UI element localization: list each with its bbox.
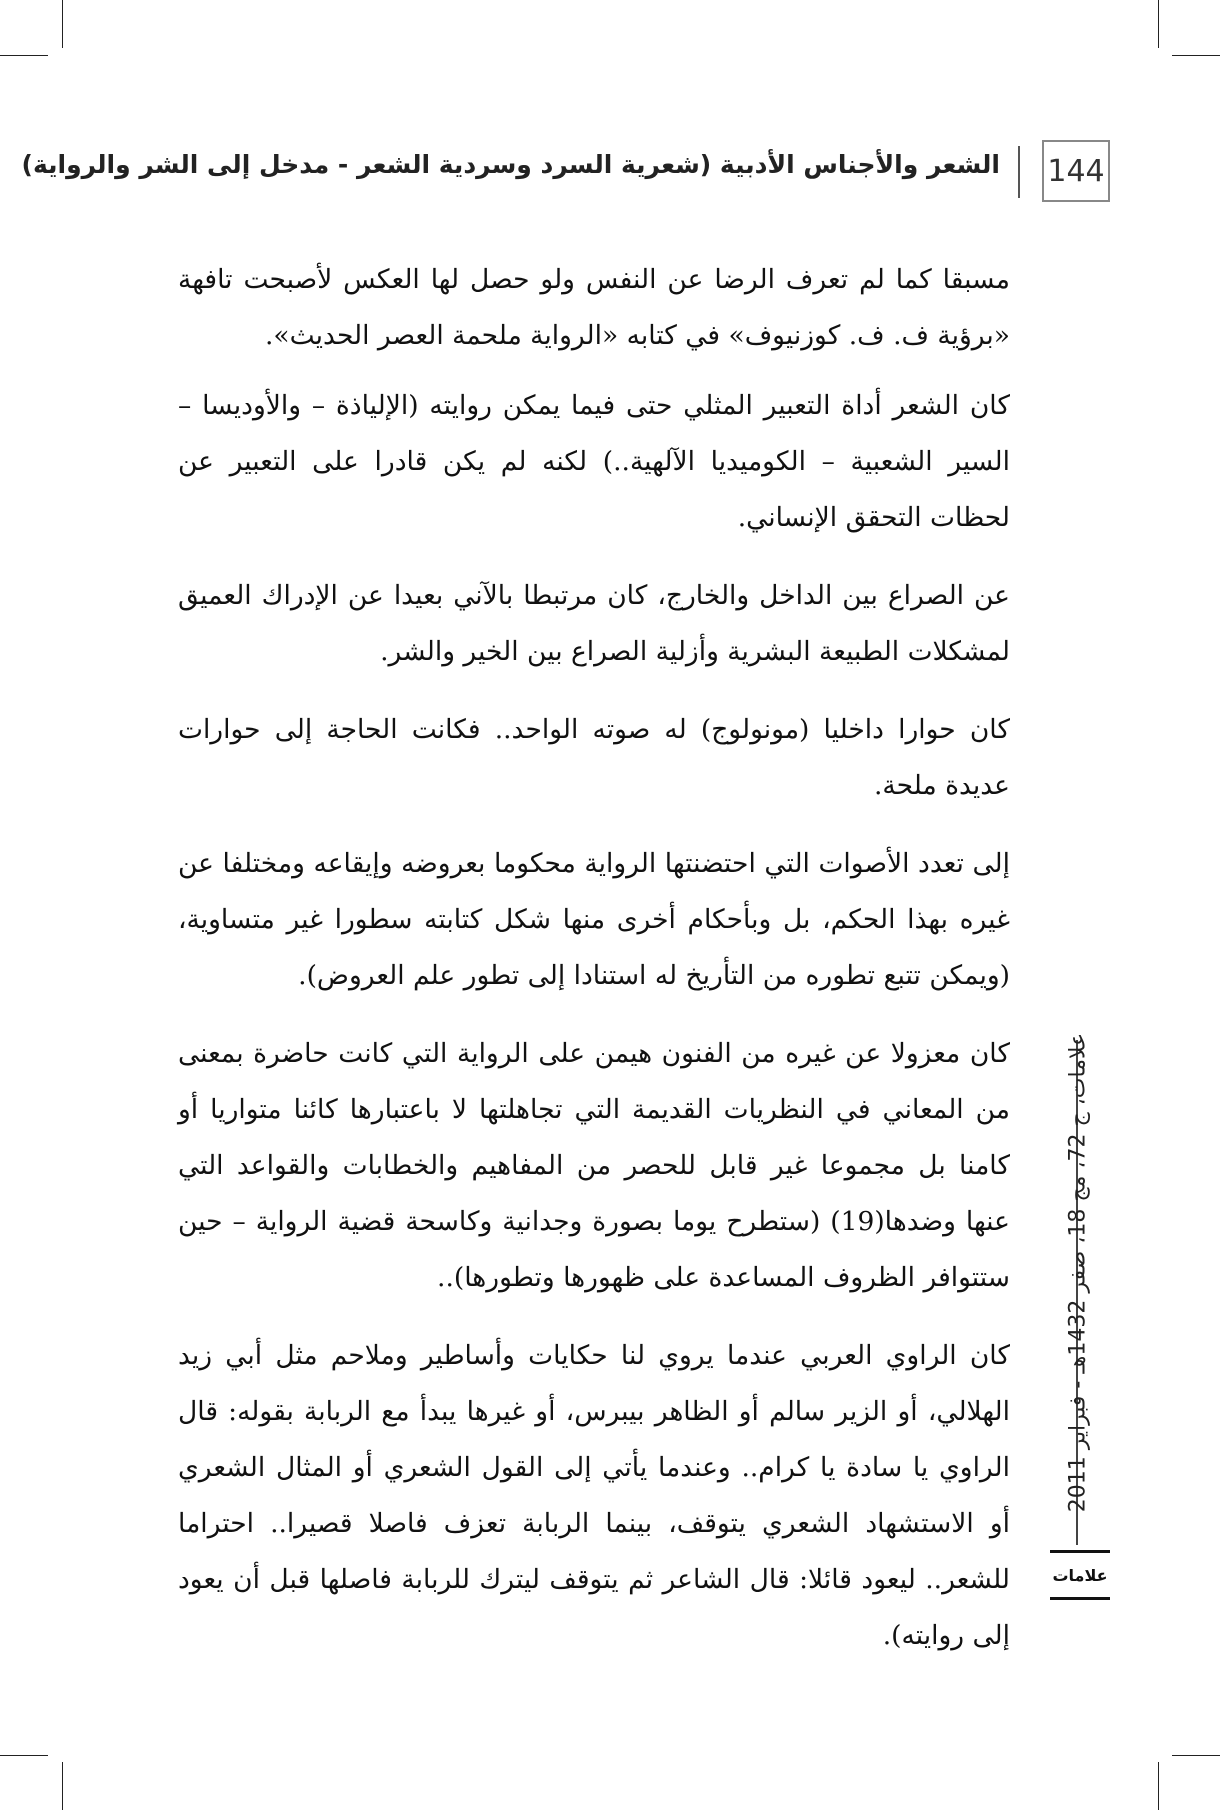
crop-mark (62, 0, 63, 48)
journal-sidebar (1050, 1032, 1110, 1600)
paragraph: كان معزولا عن غيره من الفنون هيمن على الرواية التي كانت حاضرة بمعنى من المعاني في النظريات القديمة التي تجاهلتها لا باعتبارها كائنا متواريا أو كامنا بل مجموعا غير قابل للحصر من المفاهيم والخطابات والقواعد التي عنها وضدها(19) (ستطرح يوما بصورة وجدانية وكاسحة قضية الرواية – حين ستتوافر الظروف المساعدة على ظهورها وتطورها).. (178, 1038, 1010, 1293)
header-divider (1018, 146, 1020, 198)
paragraph: إلى تعدد الأصوات التي احتضنتها الرواية محكوما بعروضه وإيقاعه ومختلفا عن غيره بهذا الحكم، بل وبأحكام أخرى منها شكل كتابته سطورا غير متساوية، (ويمكن تتبع تطوره من التأريخ له استنادا إلى تطور علم العروض). (178, 848, 1010, 991)
crop-mark (0, 55, 48, 56)
paragraph: كان الشعر أداة التعبير المثلي حتى فيما يمكن روايته (الإلياذة – والأوديسا – السير الشعبية – الكوميديا الآلهية..) لكنه لم يكن قادرا على التعبير عن لحظات التحقق الإنساني. (178, 390, 1010, 533)
paragraph: عن الصراع بين الداخل والخارج، كان مرتبطا بالآني بعيدا عن الإدراك العميق لمشكلات الطبيعة البشرية وأزلية الصراع بين الخير والشر. (178, 580, 1010, 667)
crop-mark (1158, 1762, 1159, 1810)
paragraph: كان الراوي العربي عندما يروي لنا حكايات وأساطير وملاحم مثل أبي زيد الهلالي، أو الزير سالم أو الظاهر بيبرس، أو غيرها يبدأ مع الربابة بقوله: قال الراوي يا سادة يا كرام.. وعندما يأتي إلى القول الشعري أو المثال الشعري أو الاستشهاد الشعري يتوقف، بينما الربابة تعزف فاصلا قصيرا.. احتراما للشعر.. ليعود قائلا: قال الشاعر ثم يتوقف ليترك للربابة فاصلها قبل أن يعود إلى روايته). (178, 1340, 1010, 1651)
body-text (178, 252, 1010, 1686)
crop-mark (0, 1755, 48, 1756)
running-title: الشعر والأجناس الأدبية (شعرية السرد وسردية الشعر - مدخل إلى الشر والرواية) (21, 150, 1000, 179)
crop-mark (62, 1762, 63, 1810)
journal-logo: علامات (1050, 1550, 1110, 1600)
paragraph: كان حوارا داخليا (مونولوج) له صوته الواحد.. فكانت الحاجة إلى حوارات عديدة ملحة. (178, 714, 1010, 801)
crop-mark (1172, 55, 1220, 56)
crop-mark (1158, 0, 1159, 48)
issue-info: علامات، ج 72، مج 18، صفر 1432هـ - فبراير 2011 (1065, 1032, 1091, 1513)
page-number: 144 (1042, 140, 1110, 202)
paragraph: مسبقا كما لم تعرف الرضا عن النفس ولو حصل لها العكس لأصبحت تافهة «برؤية ف. ف. كوزنيوف» في كتابه «الرواية ملحمة العصر الحديث». (178, 264, 1010, 351)
crop-mark (1172, 1755, 1220, 1756)
running-header (21, 140, 1110, 208)
